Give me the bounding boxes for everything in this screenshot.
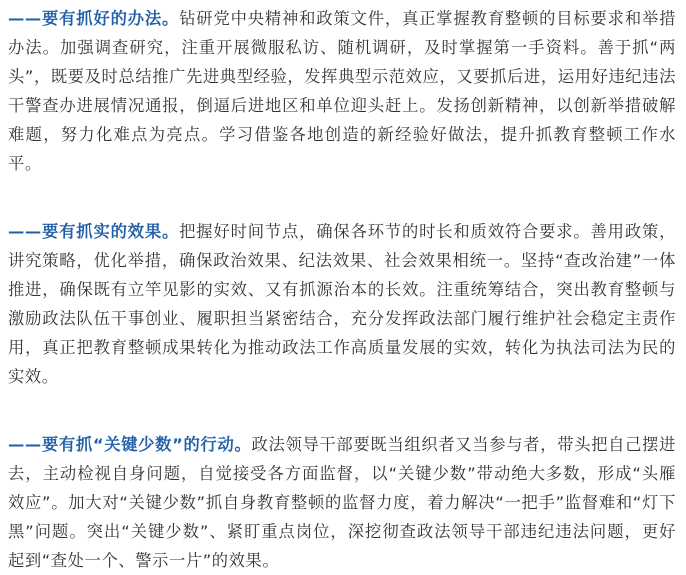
- paragraph-key-minority: [8, 426, 676, 575]
- paragraph-heading: ——要有抓好的办法。: [8, 9, 180, 28]
- paragraph-heading: ——要有抓实的效果。: [8, 222, 180, 241]
- paragraph-heading: ——要有抓“关键少数”的行动。: [8, 435, 252, 454]
- paragraph-text: 钻研党中央精神和政策文件，真正掌握教育整顿的目标要求和举措办法。加强调查研究，注重开展微服私访、随机调研，及时掌握第一手资料。善于抓“两头”，既要及时总结推广先进典型经验，发挥典型示范效应，又要抓后进，运用好违纪违法干警查办进展情况通报，倒逼后进地区和单位迎头赶上。发扬创新精神，以创新举措破解难题，努力化难点为亮点。学习借鉴各地创造的新经验好做法，提升抓教育整顿工作水平。: [8, 9, 676, 173]
- paragraph-results: [8, 213, 676, 391]
- paragraph-text: 政法领导干部要既当组织者又当参与者，带头把自己摆进去，主动检视自身问题，自觉接受各方面监督，以“关键少数”带动绝大多数，形成“头雁效应”。加大对“关键少数”抓自身教育整顿的监督力度，着力解决“一把手”监督难和“灯下黑”问题。突出“关键少数”、紧盯重点岗位，深挖彻查政法领导干部违纪违法问题，更好起到“查处一个、警示一片”的效果。: [8, 435, 677, 570]
- paragraph-methods: [8, 0, 676, 178]
- paragraph-text: 把握好时间节点，确保各环节的时长和质效符合要求。善用政策，讲究策略，优化举措，确保政治效果、纪法效果、社会效果相统一。坚持“查改治建”一体推进，确保既有立竿见影的实效、又有抓源治本的长效。注重统筹结合，突出教育整顿与激励政法队伍干事创业、履职担当紧密结合，充分发挥政法部门履行维护社会稳定主责作用，真正把教育整顿成果转化为推动政法工作高质量发展的实效，转化为执法司法为民的实效。: [8, 222, 676, 386]
